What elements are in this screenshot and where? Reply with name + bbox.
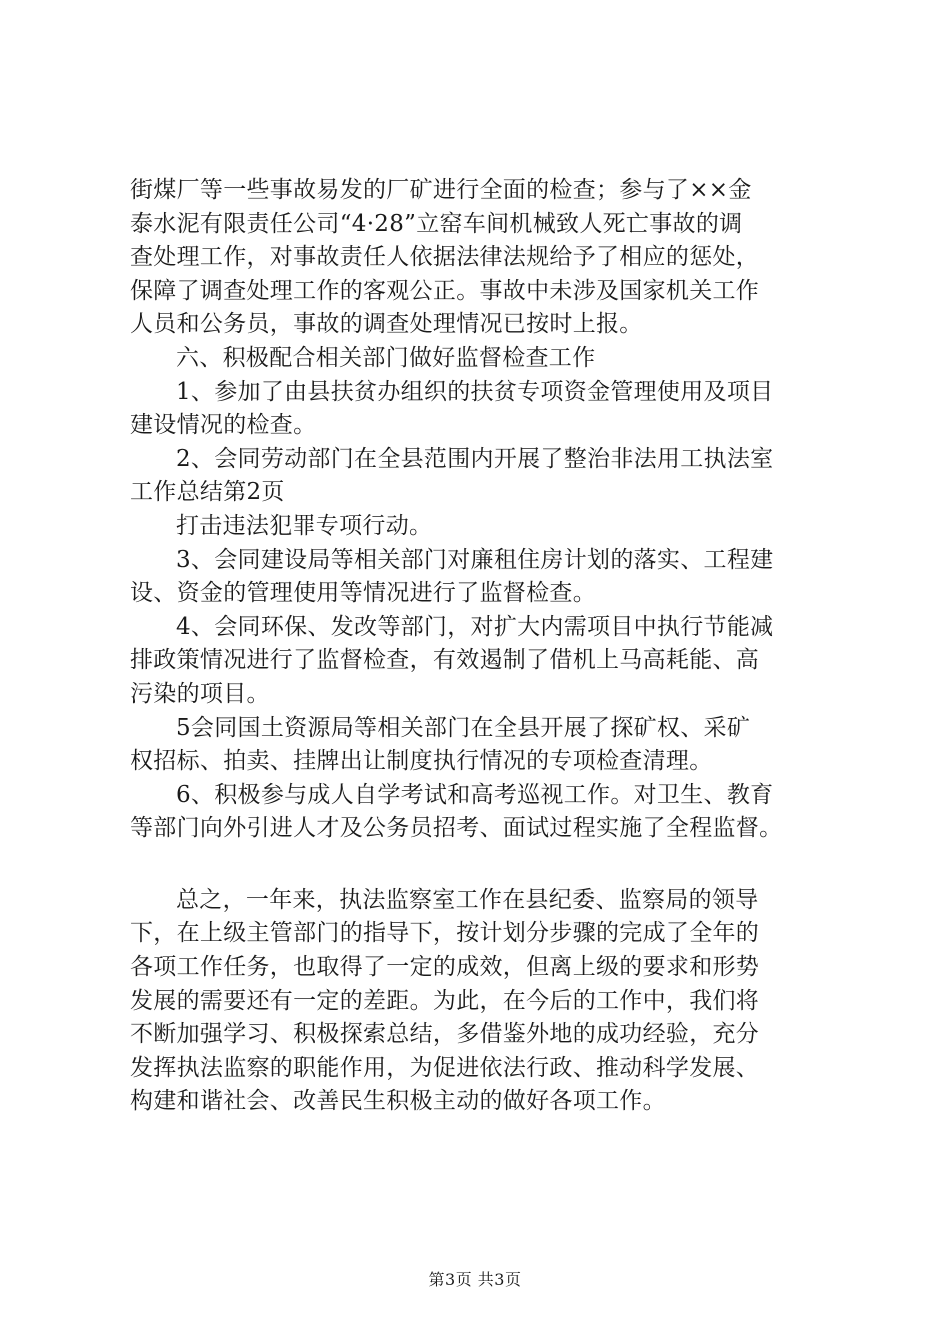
text-line: 6、积极参与成人自学考试和高考巡视工作。对卫生、教育 <box>176 781 774 808</box>
text-line: 保障了调查处理工作的客观公正。事故中未涉及国家机关工作 <box>130 277 760 304</box>
text-line: 等部门向外引进人才及公务员招考、面试过程实施了全程监督。 <box>130 815 783 842</box>
text-line: 打击违法犯罪专项行动。 <box>176 512 433 539</box>
body-paragraphs <box>130 174 850 846</box>
text-line: 2、会同劳动部门在全县范围内开展了整治非法用工执法室 <box>176 445 774 472</box>
text-line: 污染的项目。 <box>130 680 270 707</box>
text-line: 设、资金的管理使用等情况进行了监督检查。 <box>130 580 596 607</box>
text-line: 发展的需要还有一定的差距。为此，在今后的工作中，我们将 <box>130 987 760 1014</box>
text-line: 街煤厂等一些事故易发的厂矿进行全面的检查；参与了××金 <box>130 177 752 203</box>
text-line: 各项工作任务，也取得了一定的成效，但离上级的要求和形势 <box>130 954 760 981</box>
text-line: 工作总结第2页 <box>130 479 285 506</box>
summary-paragraph <box>130 884 850 1119</box>
page-footer: 第3页 共3页 <box>428 1270 522 1289</box>
text-line: 查处理工作，对事故责任人依据法律法规给予了相应的惩处， <box>130 244 760 271</box>
paragraph-gap <box>130 846 850 884</box>
text-line: 六、积极配合相关部门做好监督检查工作 <box>176 344 596 371</box>
text-line: 权招标、拍卖、挂牌出让制度执行情况的专项检查清理。 <box>130 748 713 775</box>
text-line: 1、参加了由县扶贫办组织的扶贫专项资金管理使用及项目 <box>176 378 774 405</box>
text-line: 总之，一年来，执法监察室工作在县纪委、监察局的领导 <box>176 886 759 913</box>
text-line: 排政策情况进行了监督检查，有效遏制了借机上马高耗能、高 <box>130 647 760 674</box>
text-line: 人员和公务员，事故的调查处理情况已按时上报。 <box>130 311 643 338</box>
text-line: 建设情况的检查。 <box>130 412 317 439</box>
text-line: 4、会同环保、发改等部门，对扩大内需项目中执行节能减 <box>176 613 774 640</box>
text-line: 构建和谐社会、改善民生积极主动的做好各项工作。 <box>130 1088 666 1115</box>
text-line: 下，在上级主管部门的指导下，按计划分步骤的完成了全年的 <box>130 920 760 947</box>
document-body <box>130 174 850 1119</box>
text-line: 泰水泥有限责任公司“4·28”立窑车间机械致人死亡事故的调 <box>130 210 743 237</box>
text-line: 3、会同建设局等相关部门对廉租住房计划的落实、工程建 <box>176 546 774 573</box>
text-line: 发挥执法监察的职能作用，为促进依法行政、推动科学发展、 <box>130 1054 760 1081</box>
text-line: 不断加强学习、积极探索总结，多借鉴外地的成功经验，充分 <box>130 1021 760 1048</box>
text-line: 5会同国土资源局等相关部门在全县开展了探矿权、采矿 <box>176 714 751 741</box>
